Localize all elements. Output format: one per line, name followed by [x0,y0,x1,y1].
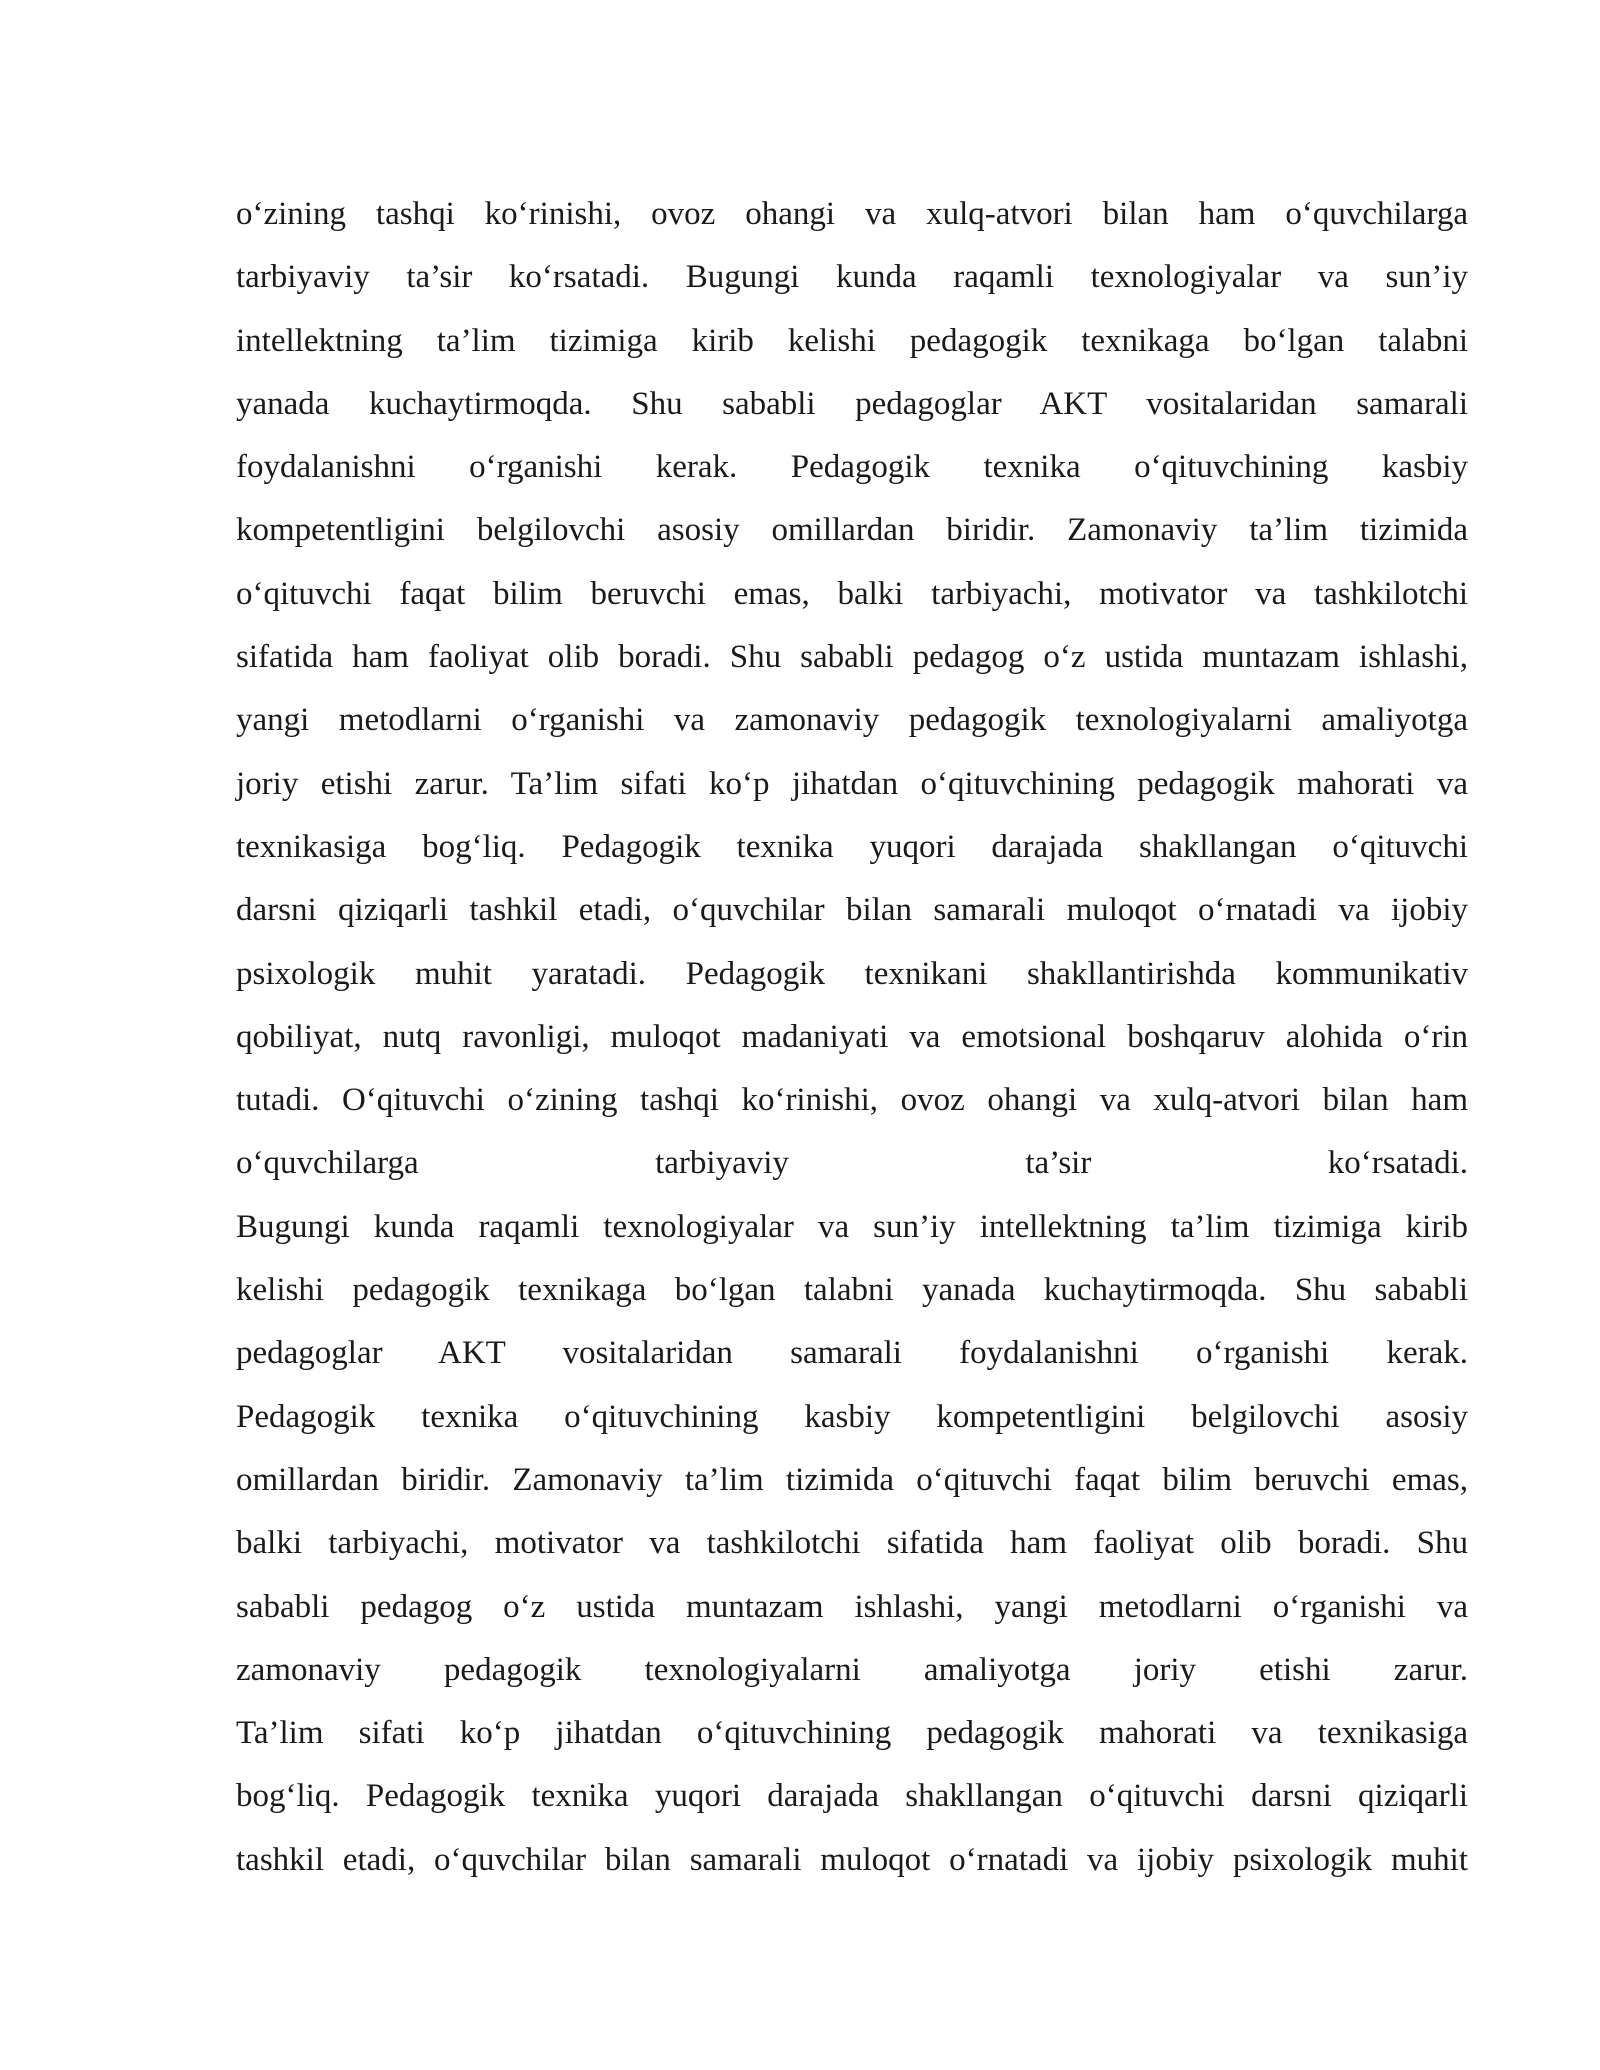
text-line: balki tarbiyachi, motivator va tashkilotchi sifatida ham faoliyat olib boradi. Shu [236,1525,1468,1562]
text-line: sifatida ham faoliyat olib boradi. Shu sababli pedagog o‘z ustida muntazam ishlashi, [236,639,1468,676]
text-line: o‘quvchilarga tarbiyaviy ta’sir ko‘rsatadi. [236,1145,1468,1182]
text-line: omillardan biridir. Zamonaviy ta’lim tizimida o‘qituvchi faqat bilim beruvchi emas, [236,1461,1468,1498]
text-line: o‘zining tashqi ko‘rinishi, ovoz ohangi va xulq-atvori bilan ham o‘quvchilarga [236,196,1468,232]
text-line: tarbiyaviy ta’sir ko‘rsatadi. Bugungi kunda raqamli texnologiyalar va sun’iy [236,259,1468,296]
body-text [236,183,1468,1892]
text-line: foydalanishni o‘rganishi kerak. Pedagogik texnika o‘qituvchining kasbiy [236,449,1468,486]
text-line: zamonaviy pedagogik texnologiyalarni amaliyotga joriy etishi zarur. [236,1651,1468,1688]
text-line: joriy etishi zarur. Ta’lim sifati ko‘p jihatdan o‘qituvchining pedagogik mahorati va [236,765,1468,802]
text-line: Ta’lim sifati ko‘p jihatdan o‘qituvchining pedagogik mahorati va texnikasiga [236,1715,1468,1752]
text-line: sababli pedagog o‘z ustida muntazam ishlashi, yangi metodlarni o‘rganishi va [236,1588,1468,1625]
text-line: kelishi pedagogik texnikaga bo‘lgan talabni yanada kuchaytirmoqda. Shu sababli [236,1272,1468,1309]
text-line: texnikasiga bog‘liq. Pedagogik texnika yuqori darajada shakllangan o‘qituvchi [236,828,1468,865]
text-line: bog‘liq. Pedagogik texnika yuqori darajada shakllangan o‘qituvchi darsni qiziqarli [236,1778,1468,1815]
text-line: yangi metodlarni o‘rganishi va zamonaviy pedagogik texnologiyalarni amaliyotga [236,702,1468,739]
text-line: tutadi. O‘qituvchi o‘zining tashqi ko‘rinishi, ovoz ohangi va xulq-atvori bilan ham [236,1082,1468,1119]
text-line: kompetentligini belgilovchi asosiy omillardan biridir. Zamonaviy ta’lim tizimida [236,512,1468,549]
text-line: pedagoglar AKT vositalaridan samarali foydalanishni o‘rganishi kerak. [236,1335,1468,1372]
text-line: darsni qiziqarli tashkil etadi, o‘quvchilar bilan samarali muloqot o‘rnatadi va ijobiy [236,892,1468,929]
text-line: qobiliyat, nutq ravonligi, muloqot madaniyati va emotsional boshqaruv alohida o‘rin [236,1018,1468,1055]
text-line: o‘qituvchi faqat bilim beruvchi emas, balki tarbiyachi, motivator va tashkilotchi [236,575,1468,612]
text-line: intellektning ta’lim tizimiga kirib kelishi pedagogik texnikaga bo‘lgan talabni [236,322,1468,359]
text-line: psixologik muhit yaratadi. Pedagogik texnikani shakllantirishda kommunikativ [236,955,1468,992]
text-line: tashkil etadi, o‘quvchilar bilan samarali muloqot o‘rnatadi va ijobiy psixologik muhit [236,1841,1468,1878]
text-line: yanada kuchaytirmoqda. Shu sababli pedagoglar AKT vositalaridan samarali [236,385,1468,422]
text-line: Bugungi kunda raqamli texnologiyalar va sun’iy intellektning ta’lim tizimiga kirib [236,1208,1468,1245]
text-line: Pedagogik texnika o‘qituvchining kasbiy kompetentligini belgilovchi asosiy [236,1398,1468,1435]
